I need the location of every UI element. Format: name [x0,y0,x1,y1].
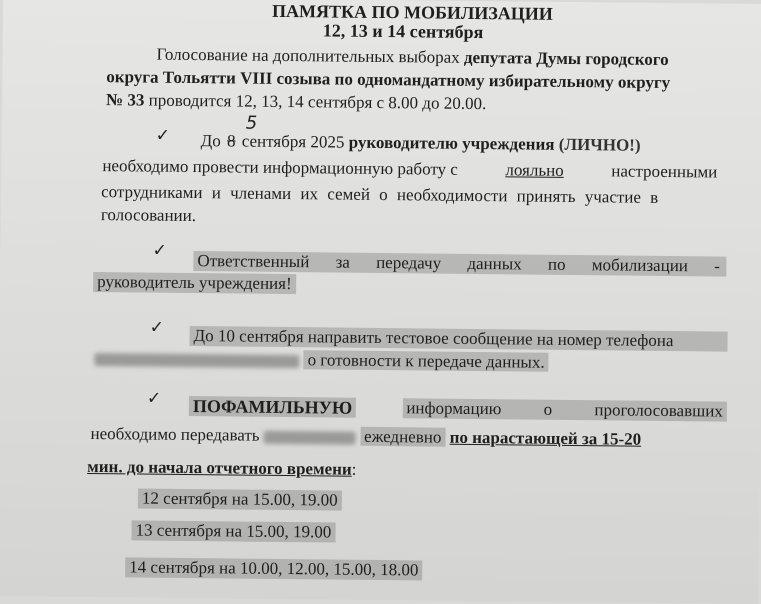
item4-text-1: информацию о проголосовавших [402,398,727,421]
item1-lead: До [200,131,221,151]
intro-bold-1: депутата Думы городского [463,47,669,70]
item3-line-2 [94,348,548,373]
item4-line-1 [189,396,727,422]
item2-line-2: руководитель учреждения! [93,272,296,294]
item1-bold-2: (ЛИЧНО!) [558,134,641,155]
item3-line-1: До 10 сентября направить тестовое сообщение на номер телефона [190,326,728,352]
item1-after-date: сентября 2025 [241,131,345,152]
schedule-item: 12 сентября на 15.00, 19.00 [138,488,342,510]
struck-date: 8 [226,131,236,151]
item4-line-2 [90,424,641,450]
schedule-item: 14 сентября на 10.00, 12.00, 15.00, 18.00 [125,557,422,580]
intro-line-3 [106,90,486,114]
handwritten-date: 5 [245,112,258,134]
underlined-word: лояльно [505,160,564,180]
item1-line-3: сотрудниками и членами их семей о необходимости принять участие в [101,182,659,207]
item2-line-1: Ответственный за передачу данных по мобилизации - [193,251,726,277]
checkmark-icon: ✓ [155,125,171,145]
document-dates: 12, 13 и 14 сентября [322,20,484,43]
item3-text-2: о готовности к передаче данных. [304,350,549,372]
item4-text-2: необходимо передавать [90,423,260,445]
item1-text-2: необходимо провести информационную работу с [102,156,459,179]
item1-bold: руководителю учреждения [348,132,555,154]
item1-line-4: голосовании. [100,205,197,226]
schedule-item: 13 сентября на 15.00, 19.00 [131,520,335,542]
item4-deadline: мин. до начала отчетного времени [87,456,352,479]
document-title: ПАМЯТКА ПО МОБИЛИЗАЦИИ [271,0,553,24]
item4-daily: ежедневно [360,427,446,447]
checkmark-icon: ✓ [152,240,167,260]
redacted-contact [264,430,356,444]
checkmark-icon: ✓ [149,317,165,337]
item4-colon: : [351,459,357,479]
district-number: № 33 [105,90,145,110]
item4-line-3 [87,457,356,480]
intro-line-2: округа Тольятти VIII созыва по одномандатному избирательному округу [106,67,671,93]
intro-text: Голосование на дополнительных выборах [156,44,460,67]
redacted-phone [94,353,299,368]
item1-line-1 [201,131,641,156]
item1-line-2 [102,156,717,182]
item4-bold: ПОФАМИЛЬНУЮ [189,396,357,418]
intro-text-2: проводится 12, 13, 14 сентября с 8.00 до 20.00. [148,90,487,114]
item4-underlined: по нарастающей за 15-20 [449,427,642,449]
item1-text-2-end: настроенными [611,161,718,182]
intro-line-1 [156,45,668,70]
checkmark-icon: ✓ [146,388,162,408]
